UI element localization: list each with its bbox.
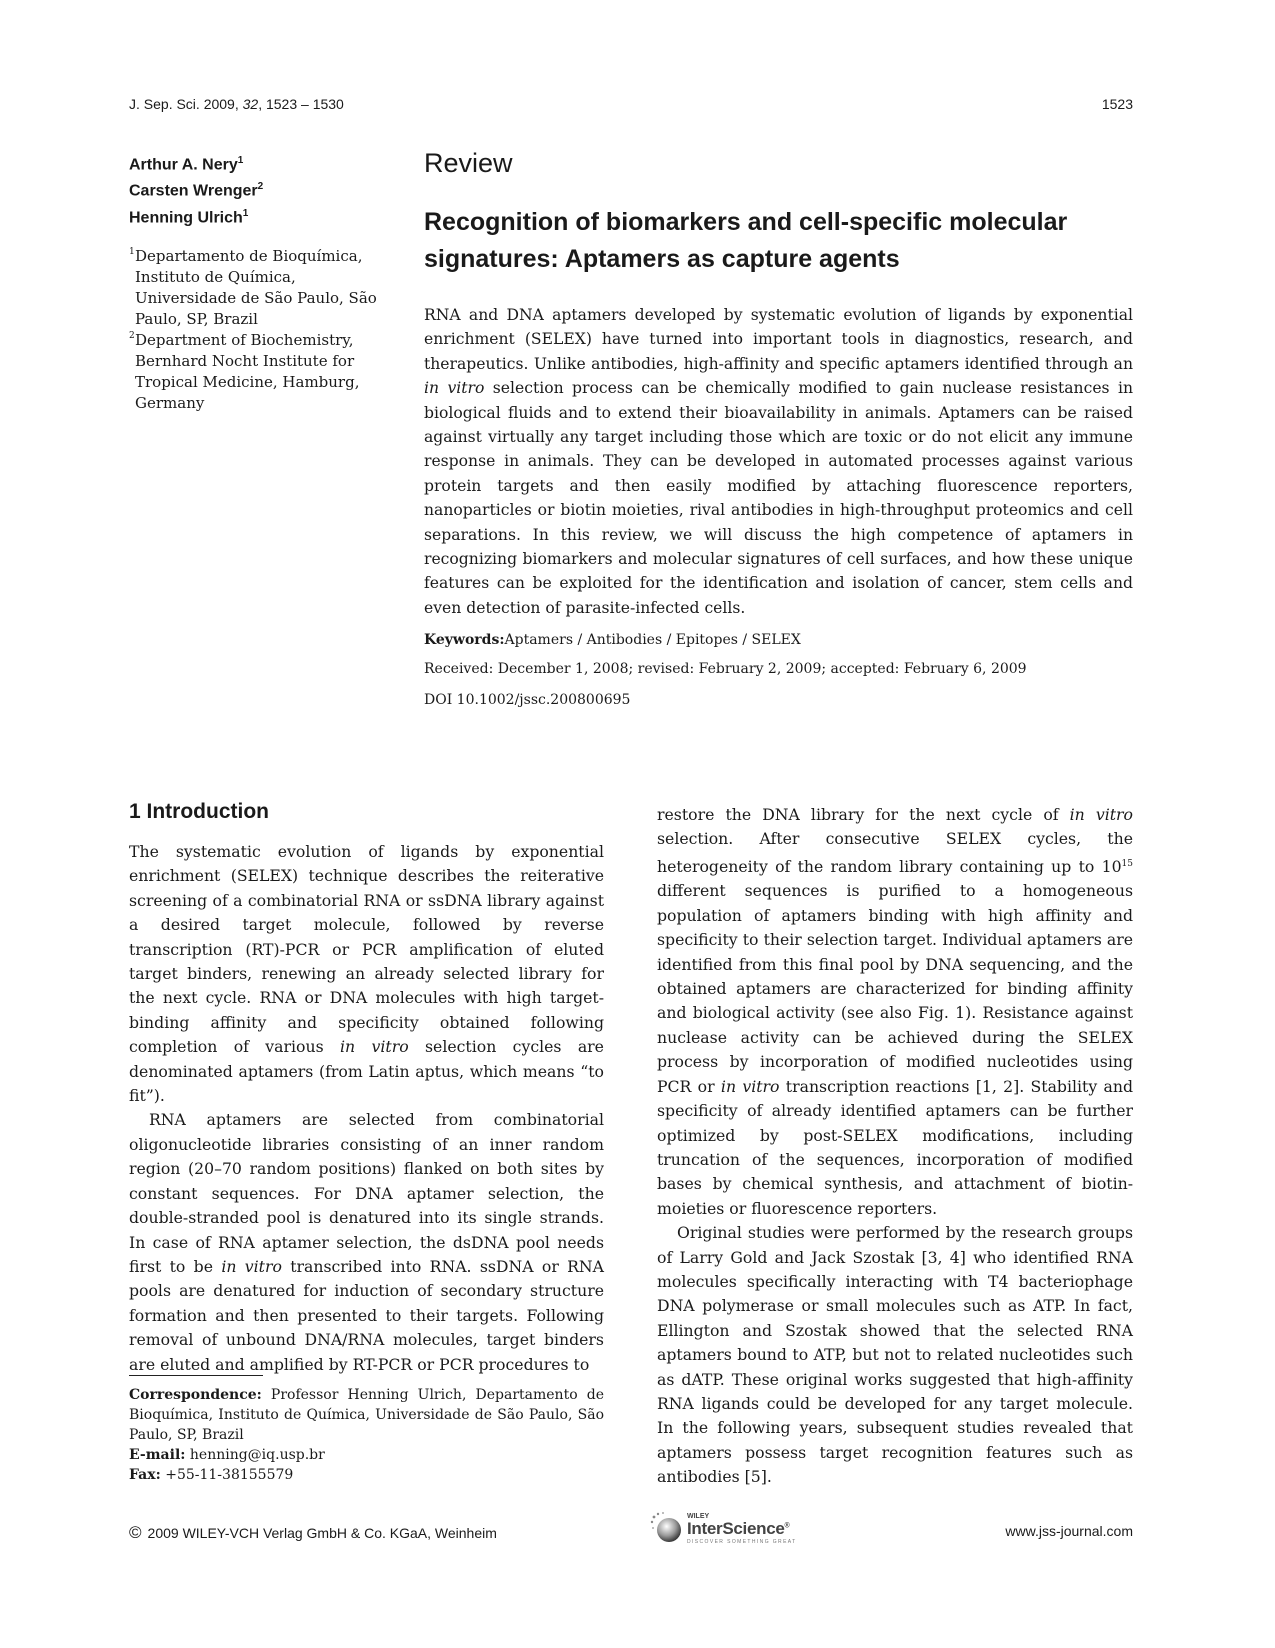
abstract: RNA and DNA aptamers developed by systematic evolution of ligands by exponential enrichment (SELEX) have turned into important tools in diagnostics, research, and therapeutics. Unlike antibodies, high-affinity and specific aptamers identified through an in vitro selection process can be chemically modified to gain nuclease resistances in biological fluids and to extend their bioavailability in animals. Aptamers can be raised against virtually any target including those which are toxic or do not elicit any immune response in animals. They can be developed in automated processes against various protein targets and then easily modified by attaching fluorescence reporters, nanoparticles or biotin moieties, rival antibodies in high-throughput proteomics and cell separations. In this review, we will discuss the high competence of aptamers in recognizing biomarkers and molecular signatures of cell surfaces, and how these unique features can be exploited for the identification and isolation of cancer, stem cells and even detection of parasite-infected cells. <box>424 306 1133 617</box>
author: Henning Ulrich$^1$ <box>129 207 249 226</box>
paragraph: RNA aptamers are selected from combinatorial oligonucleotide libraries consisting of an inner random region (20–70 random positions) flanked on both sites by constant sequences. For DNA aptamer selection, the double-stranded pool is denatured into its single strands. In case of RNA aptamer selection, the dsDNA pool needs first to be in vitro transcribed into RNA. ssDNA or RNA pools are denatured for induction of secondary structure formation and then presented to their targets. Following removal of unbound DNA/RNA molecules, target binders are eluted and amplified by RT-PCR or PCR procedures to <box>129 1110 604 1374</box>
wiley-interscience-logo: WILEY InterScience® DISCOVER SOMETHING GREAT <box>649 1511 809 1551</box>
paragraph: The systematic evolution of ligands by exponential enrichment (SELEX) technique describes the reiterative screening of a combinatorial RNA or ssDNA library against a desired target molecule, followed by reverse transcription (RT)-PCR or PCR amplification of eluted target binders, renewing an already selected library for the next cycle. RNA or DNA molecules with high target-binding affinity and specificity obtained following completion of various in vitro selection cycles are denominated aptamers (from Latin aptus, which means “to fit”). <box>129 842 604 1106</box>
journal-website-link[interactable]: www.jss-journal.com <box>1005 1523 1133 1539</box>
footnote-rule <box>129 1375 263 1376</box>
author: Arthur A. Nery$^1$ <box>129 155 244 174</box>
article-type-label: Review <box>424 148 513 178</box>
affiliation: 2 Department of Biochemistry, Bernhard Nocht Institute for Tropical Medicine, Hamburg, Germany <box>129 331 360 412</box>
affiliation: 1 Departamento de Bioquímica, Instituto de Química, Universidade de São Paulo, São Paulo, SP, Brazil <box>129 247 377 328</box>
email-address: henning@iq.usp.br <box>185 1447 325 1463</box>
affiliation-list <box>129 246 399 414</box>
received-dates: Received: December 1, 2008; revised: February 2, 2009; accepted: February 6, 2009 <box>424 661 1027 677</box>
correspondence-footnote: Correspondence: Professor Henning Ulrich, Departamento de Bioquímica, Instituto de Química, Universidade de São Paulo, São Paulo, SP, Brazil E-mail: henning@iq.usp.br Fax: +55-11-38155579 <box>129 1387 604 1483</box>
doi: DOI 10.1002/jssc.200800695 <box>424 692 631 708</box>
right-column <box>657 803 1133 1490</box>
author-list <box>129 150 399 229</box>
page-footer <box>129 1513 1133 1557</box>
keywords: Keywords:Aptamers / Antibodies / Epitopes / SELEX <box>424 632 801 648</box>
copyright-notice: © 2009 WILEY-VCH Verlag GmbH & Co. KGaA, Weinheim <box>129 1523 497 1542</box>
left-column <box>129 840 604 1377</box>
page-number: 1523 <box>1101 96 1133 112</box>
author: Carsten Wrenger$^2$ <box>129 181 264 200</box>
running-header <box>129 96 1133 116</box>
globe-icon <box>649 1511 683 1545</box>
fax-number: +55-11-38155579 <box>160 1467 294 1483</box>
paragraph: Original studies were performed by the research groups of Larry Gold and Jack Szostak [3, 4] who identified RNA molecules specifically interacting with T4 bacteriophage DNA polymerase or small molecules such as ATP. In fact, Ellington and Szostak showed that the selected RNA aptamers bound to ATP, but not to related nucleotides such as dATP. These original works suggested that high-affinity RNA ligands could be developed for any target molecule. In the following years, subsequent studies revealed that aptamers possess target recognition features such as antibodies [5]. <box>657 1223 1133 1487</box>
article-title: Recognition of biomarkers and cell-specific molecular signatures: Aptamers as capture agents <box>424 208 1068 273</box>
paragraph: restore the DNA library for the next cycle of in vitro selection. After consecutive SELEX cycles, the heterogeneity of the random library containing up to $10^{15}$ different sequences is purified to a homogeneous population of aptamers binding with high affinity and specificity to their selection target. Individual aptamers are identified from this final pool by DNA sequencing, and the obtained aptamers are characterized for binding affinity and biological activity (see also Fig. 1). Resistance against nuclease activity can be achieved during the SELEX process by incorporation of modified nucleotides using PCR or in vitro transcription reactions [1, 2]. Stability and specificity of already identified aptamers can be further optimized by post-SELEX modifications, including truncation of the sequences, incorporation of modified bases by chemical synthesis, and attachment of biotin-moieties or fluorescence reporters. <box>657 805 1133 1218</box>
journal-reference: J. Sep. Sci. 2009, 32, 1523 – 1530 <box>129 96 344 112</box>
keywords-label: Keywords: <box>424 632 505 648</box>
section-heading: 1 Introduction <box>129 800 269 823</box>
